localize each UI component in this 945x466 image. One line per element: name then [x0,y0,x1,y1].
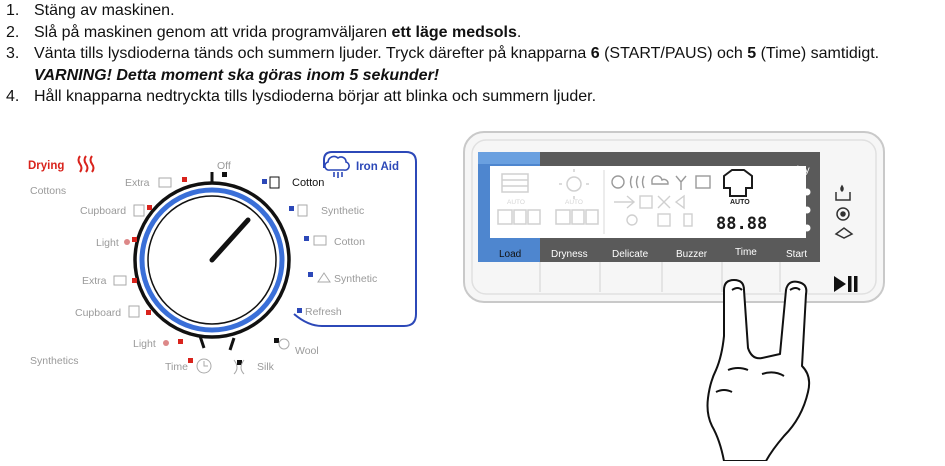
step-text: Slå på maskinen genom att vrida programväljaren [34,23,392,41]
instruction-list [0,0,940,108]
step-3 [0,43,940,86]
step-text: Stäng av maskinen. [34,2,175,19]
delay-led [804,189,811,196]
svg-text:AUTO: AUTO [565,199,583,206]
step-2 [0,22,940,44]
button-load[interactable]: Load [499,249,522,260]
program-light-cotton: Light [96,237,119,249]
wardrobe-icon [114,276,126,285]
step-key-5: 5 [747,45,757,62]
step-4 [0,86,940,108]
program-dial-svg [22,148,437,380]
program-synthetic-steam: Synthetic [334,273,378,285]
svg-text:AUTO: AUTO [730,199,750,206]
drop-icon [124,239,130,245]
lcd-auto-label: AUTO [507,199,525,206]
button-delicate[interactable]: Delicate [612,249,649,260]
lcd-time-display: 88.88 [716,214,768,234]
program-silk: Silk [257,361,274,373]
triangle-icon [318,273,330,282]
off-label: Off [217,160,231,172]
program-light-synthetic: Light [133,338,156,350]
cloud-icon [314,236,326,245]
step-number: 3. [6,45,20,62]
iron-aid-icon [325,156,349,178]
cottons-group-label: Cottons [30,185,67,197]
step-number: 4. [6,88,20,105]
program-refresh: Refresh [305,306,342,318]
step-number: 2. [6,23,20,41]
step-emphasis: ett läge medsols [391,23,517,41]
program-cupboard-cotton: Cupboard [80,205,127,217]
step-key-6: 6 [590,45,600,62]
delay-led [804,207,811,214]
shirt-icon [298,205,307,216]
control-panel-svg [462,130,887,461]
wool-icon [279,339,289,349]
delay-label: Delay [784,165,810,176]
button-start[interactable]: Start [786,249,808,260]
step-text-end: . [516,23,522,41]
program-cotton-steam: Cotton [334,236,365,248]
program-time: Time [165,361,188,373]
drying-label: Drying [28,160,65,172]
program-synthetic-iron: Synthetic [321,205,365,217]
button-buzzer[interactable]: Buzzer [676,249,708,260]
button-dryness[interactable]: Dryness [551,249,588,260]
program-extra-synthetic: Extra [82,275,107,287]
program-cotton-iron: Cotton [292,177,325,189]
cupboard-icon [134,205,144,216]
program-wool: Wool [295,345,319,357]
iron-aid-label: Iron Aid [356,161,400,173]
step-text-end: (Time) samtidigt. [756,45,880,62]
button-time[interactable]: Time [735,247,757,258]
step-text: Vänta tills lysdioderna tänds och summern ljuder. Tryck därefter på knapparna [34,45,591,62]
program-cupboard-synthetic: Cupboard [75,307,122,319]
drying-icon [79,156,94,172]
program-extra-dry-cotton: Extra [125,177,150,189]
cupboard-icon [129,306,139,317]
drop-icon [163,340,169,346]
control-panel-illustration [462,130,887,461]
synthetics-group-label: Synthetics [30,355,79,367]
step-number: 1. [6,2,20,19]
shirt-icon [270,177,279,188]
program-dial-illustration [22,148,437,380]
hand-illustration [708,280,810,461]
warning-text: VARNING! Detta moment ska göras inom 5 sekunder! [34,66,440,84]
step-text: Håll knapparna nedtryckta tills lysdioderna börjar att blinka och summern ljuder. [34,88,597,105]
wardrobe-icon [159,178,171,187]
step-text-mid: (START/PAUS) och [599,45,748,62]
step-1 [0,0,940,22]
delay-led [804,225,811,232]
